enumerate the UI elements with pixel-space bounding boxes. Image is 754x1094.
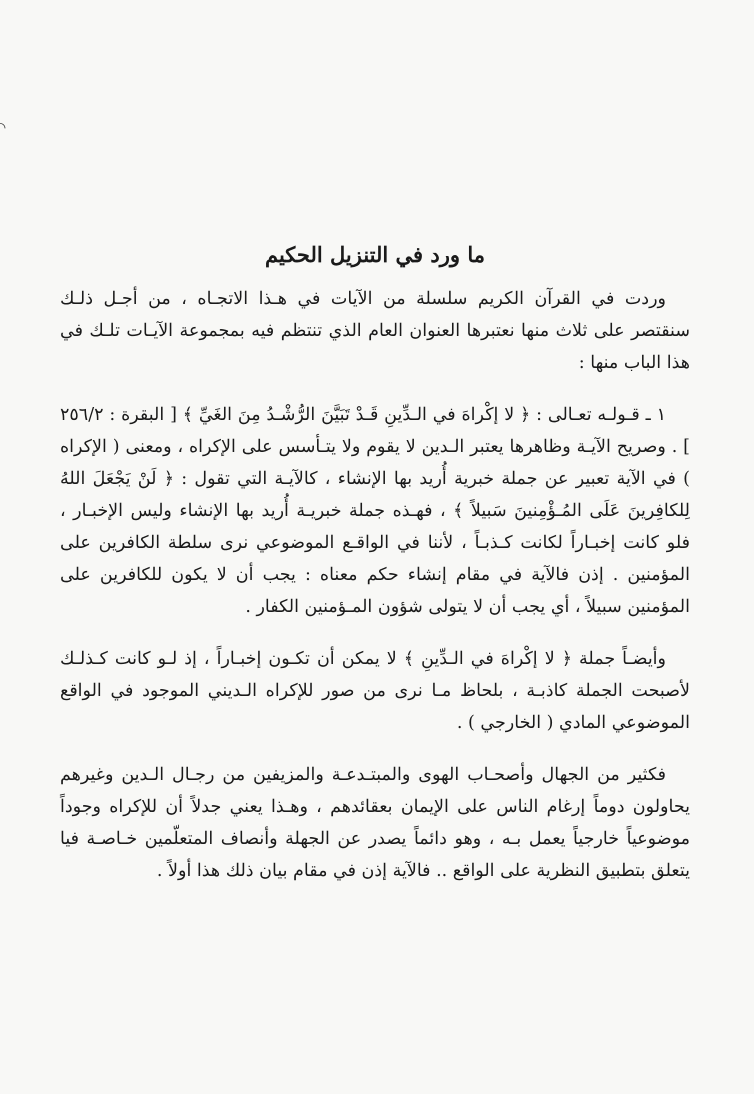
intro-paragraph: وردت في القرآن الكريم سلسلة من الآيات في هـذا الاتجـاه ، من أجـل ذلـك سنقتصر على ثلاث منها نعتبرها العنوان العام الذي تنتظم فيه بمجموعة الآيـات تلـك في هذا الباب منها : [60, 289, 690, 374]
page-edge-mark: ◝ [0, 120, 6, 136]
document-page [60, 240, 690, 907]
paragraph-three: فكثير من الجهال وأصحـاب الهوى والمبتـدعـة والمزيفين من رجـال الـدين وغيرهم يحاولون دوماً إرغام الناس على الإيمان بعقائدهم ، وهـذا يعني جدلاً أن للإكراه وجوداً موضوعياً خارجياً يعمل بـه ، وهو دائماً يصدر عن الجهلة وأنصاف المتعلّمين خـاصـة فيا يتعلق بتطبيق النظرية على الواقع .. فالآية إذن في مقام بيان ذلك هذا أولاً . [60, 765, 690, 882]
paragraph-two: وأيضـاً جملة ﴿ لا إكْراهَ في الـدِّينِ ﴾ لا يمكن أن تكـون إخبـاراً ، إذ لـو كانت كـذلـك لأصبحت الجملة كاذبـة ، بلحاظ مـا نرى من صور للإكراه الـديني الموجود في الواقع الموضوعي المادي ( الخارجي ) . [60, 649, 690, 734]
paragraph-one: ١ ـ قـولـه تعـالى : ﴿ لا إكْراهَ في الـدِّينِ قَـدْ تَبَيَّنَ الرُّشْـدُ مِنَ الغَيِّ ﴾ [ البقرة : ٢٥٦/٢ ] . وصريح الآيـة وظاهرها يعتبر الـدين لا يقوم ولا يتـأسس على الإكراه ، ومعنى ( الإكراه ) في الآية تعبير عن جملة خبرية أُريد بها الإنشاء ، كالآيـة التي تقول : ﴿ لَنْ يَجْعَلَ اللهُ لِلكافِرينَ عَلَى المُـؤْمِنينَ سَبيلاً ﴾ ، فهـذه جملة خبريـة أُريد بها الإنشاء وليس الإخبـار ، فلو كانت إخبـاراً لكانت كـذبـاً ، لأننا في الواقـع الموضوعي نرى سلطة الكافرين على المؤمنين . إذن فالآية في مقام إنشاء حكم معناه : يجب أن لا يكون للكافرين على المؤمنين سبيلاً ، أي يجب أن لا يتولى شؤون المـؤمنين الكفار . [60, 405, 690, 618]
page-title: ما ورد في التنزيل الحكيم [264, 242, 485, 267]
